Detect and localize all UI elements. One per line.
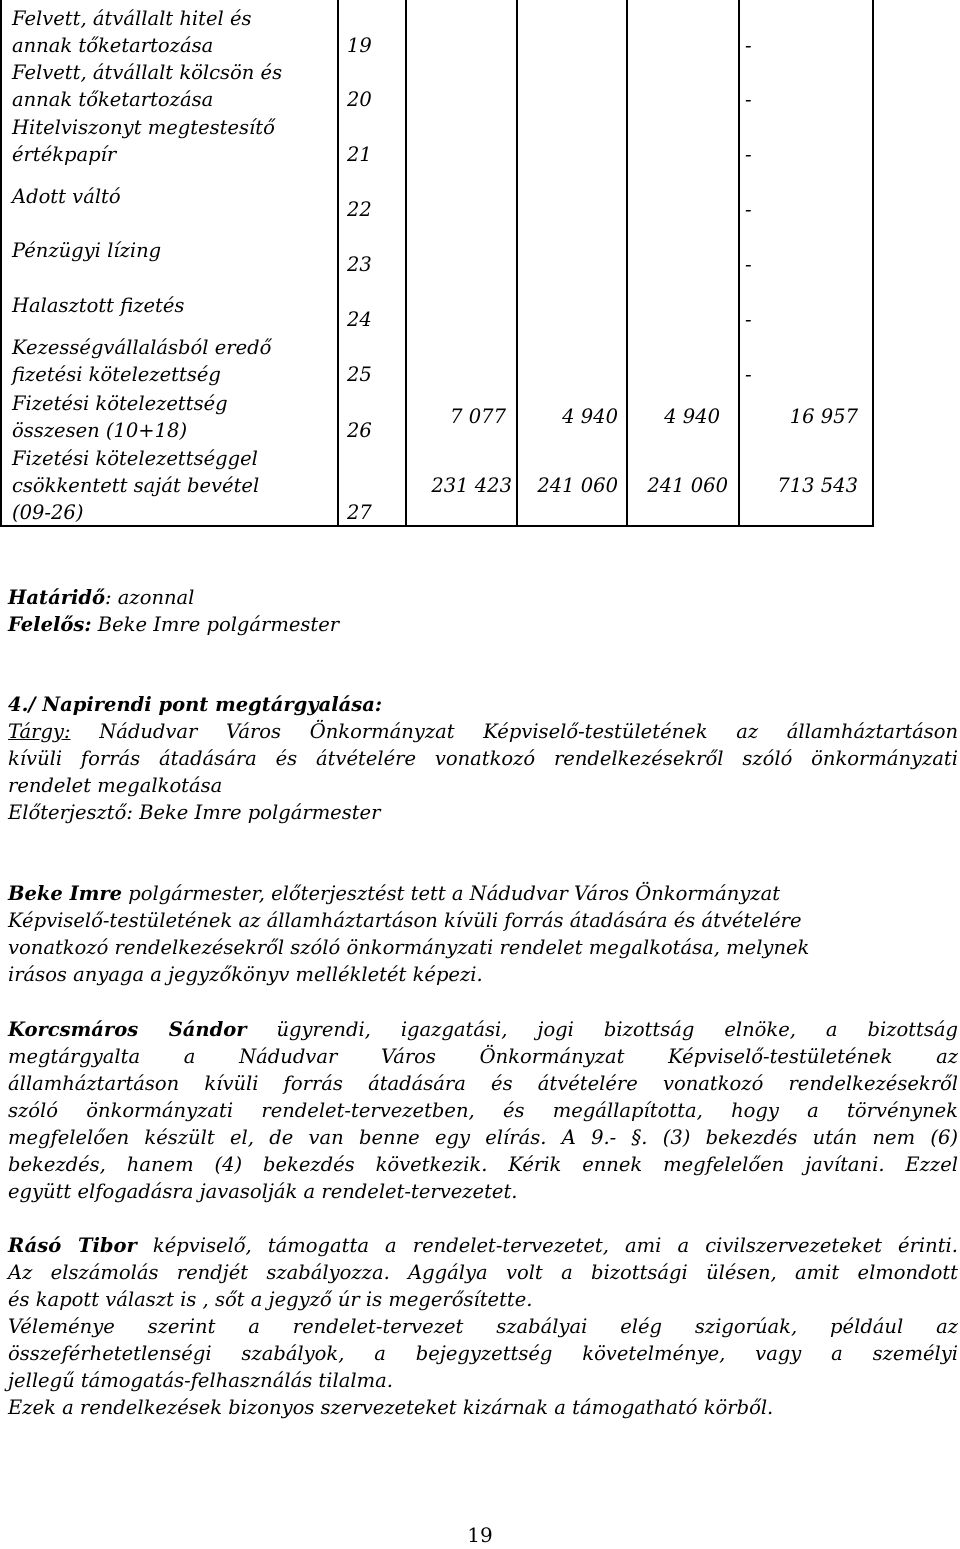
deadline-label: Határidő bbox=[8, 586, 106, 609]
row-label-line: Felvett, átvállalt hitel és bbox=[12, 7, 252, 30]
value-cell: 713 543 bbox=[777, 474, 858, 497]
table-row-label bbox=[12, 334, 342, 388]
speaker-name: Beke Imre bbox=[8, 882, 123, 905]
paragraph-line bbox=[8, 1016, 958, 1043]
financial-table bbox=[0, 0, 874, 527]
row-label-line: Kezességvállalásból eredő bbox=[12, 336, 272, 359]
row-number: 25 bbox=[347, 363, 372, 386]
table-row-label bbox=[12, 59, 342, 113]
row-number: 22 bbox=[347, 198, 372, 221]
subject-label: Tárgy: bbox=[8, 720, 71, 743]
table-border-right bbox=[872, 0, 874, 527]
value-cell: 231 423 bbox=[431, 474, 512, 497]
table-column-divider bbox=[405, 0, 407, 527]
value-cell: 4 940 bbox=[562, 405, 618, 428]
row-dash: - bbox=[745, 198, 752, 221]
row-label-line: Felvett, átvállalt kölcsön és bbox=[12, 61, 283, 84]
paragraph-text: képviselő, támogatta a rendelet-tervezetet, ami a civilszervezeteket érinti. bbox=[136, 1234, 958, 1257]
row-number: 19 bbox=[347, 34, 372, 57]
deadline-block bbox=[8, 584, 339, 638]
agenda-subject-line: rendelet megalkotása bbox=[8, 774, 223, 797]
value-cell: 241 060 bbox=[647, 474, 728, 497]
row-label-line: fizetési kötelezettség bbox=[12, 363, 221, 386]
deadline-value: : azonnal bbox=[105, 586, 195, 609]
paragraph-line: megfelelően készült el, de van benne egy elírás. A 9.- §. (3) bekezdés után nem (6) bbox=[8, 1126, 958, 1149]
row-label-line: annak tőketartozása bbox=[12, 34, 214, 57]
paragraph-text: polgármester, előterjesztést tett a Nádudvar Város Önkormányzat bbox=[122, 882, 781, 905]
row-label-line: Fizetési kötelezettséggel bbox=[12, 447, 258, 470]
paragraph-line: irásos anyaga a jegyzőkönyv mellékletét képezi. bbox=[8, 963, 483, 986]
table-row-label bbox=[12, 445, 342, 526]
table-row-label bbox=[12, 183, 342, 210]
speaker-name: Rásó Tibor bbox=[8, 1234, 137, 1257]
row-dash: - bbox=[745, 34, 752, 57]
presenter-line: Előterjesztő: Beke Imre polgármester bbox=[8, 801, 381, 824]
row-label-line: Halasztott fizetés bbox=[12, 294, 185, 317]
row-dash: - bbox=[745, 253, 752, 276]
row-label-line: annak tőketartozása bbox=[12, 88, 214, 111]
row-dash: - bbox=[745, 143, 752, 166]
paragraph-line bbox=[8, 880, 958, 907]
paragraph-korcsmaros bbox=[8, 1016, 958, 1205]
paragraph-line: Ezek a rendelkezések bizonyos szervezeteket kizárnak a támogatható körből. bbox=[8, 1396, 774, 1419]
table-column-divider bbox=[516, 0, 518, 527]
paragraph-line: és kapott választ is , sőt a jegyző úr is megerősítette. bbox=[8, 1288, 533, 1311]
row-dash: - bbox=[745, 363, 752, 386]
paragraph-line bbox=[8, 1232, 958, 1259]
paragraph-line: vonatkozó rendelkezésekről szóló önkormányzati rendelet megalkotása, melynek bbox=[8, 936, 810, 959]
responsible-label: Felelős: bbox=[8, 613, 92, 636]
value-cell: 241 060 bbox=[537, 474, 618, 497]
table-row-label bbox=[12, 5, 342, 59]
paragraph-beke bbox=[8, 880, 958, 988]
table-row-label bbox=[12, 237, 342, 264]
paragraph-line: Véleménye szerint a rendelet-tervezet szabályai elég szigorúak, például az bbox=[8, 1315, 958, 1338]
row-label-line: (09-26) bbox=[12, 501, 84, 524]
row-number: 21 bbox=[347, 143, 372, 166]
agenda-heading: 4./ Napirendi pont megtárgyalása: bbox=[8, 693, 383, 716]
row-dash: - bbox=[745, 308, 752, 331]
row-label-line: Pénzügyi lízing bbox=[12, 239, 162, 262]
row-label-line: csökkentett saját bevétel bbox=[12, 474, 260, 497]
row-number: 20 bbox=[347, 88, 372, 111]
paragraph-raso bbox=[8, 1232, 958, 1421]
value-cell: 4 940 bbox=[664, 405, 720, 428]
table-row-label bbox=[12, 114, 342, 168]
row-label-line: Fizetési kötelezettség bbox=[12, 392, 228, 415]
paragraph-line: megtárgyalta a Nádudvar Város Önkormányzat Képviselő-testületének az bbox=[8, 1045, 958, 1068]
paragraph-line: együtt elfogadásra javasolják a rendelet-tervezetet. bbox=[8, 1180, 518, 1203]
row-label-line: értékpapír bbox=[12, 143, 117, 166]
responsible-line bbox=[8, 611, 339, 638]
value-cell: 7 077 bbox=[450, 405, 506, 428]
table-border-left bbox=[0, 0, 2, 527]
row-label-line: Hitelviszonyt megtestesítő bbox=[12, 116, 275, 139]
agenda-subject-line: kívüli forrás átadására és átvételére vonatkozó rendelkezésekről szóló önkormányzati bbox=[8, 747, 958, 770]
table-row-label bbox=[12, 292, 342, 319]
page-number: 19 bbox=[467, 1523, 493, 1547]
responsible-value: Beke Imre polgármester bbox=[91, 613, 340, 636]
row-dash: - bbox=[745, 88, 752, 111]
row-number: 24 bbox=[347, 308, 372, 331]
table-column-divider bbox=[738, 0, 740, 527]
paragraph-line: jellegű támogatás-felhasználás tilalma. bbox=[8, 1369, 393, 1392]
agenda-block bbox=[8, 691, 958, 826]
subject-text: Nádudvar Város Önkormányzat Képviselő-testületének az államháztartáson bbox=[70, 720, 958, 743]
row-label-line: összesen (10+18) bbox=[12, 419, 188, 442]
paragraph-line: szóló önkormányzati rendelet-tervezetben, és megállapította, hogy a törvénynek bbox=[8, 1099, 958, 1122]
deadline-line bbox=[8, 584, 339, 611]
paragraph-text: ügyrendi, igazgatási, jogi bizottság elnöke, a bizottság bbox=[246, 1018, 958, 1041]
row-label-line: Adott váltó bbox=[12, 185, 121, 208]
value-cell: 16 957 bbox=[789, 405, 858, 428]
row-number: 23 bbox=[347, 253, 372, 276]
paragraph-line: bekezdés, hanem (4) bekezdés következik. Kérik ennek megfelelően javítani. Ezzel bbox=[8, 1153, 958, 1176]
paragraph-line: Az elszámolás rendjét szabályozza. Aggálya volt a bizottsági ülésen, amit elmondott bbox=[8, 1261, 958, 1284]
speaker-name: Korcsmáros Sándor bbox=[8, 1018, 247, 1041]
row-number: 27 bbox=[347, 501, 372, 524]
paragraph-line: összeférhetetlenségi szabályok, a bejegyzettség követelménye, vagy a személyi bbox=[8, 1342, 958, 1365]
row-number: 26 bbox=[347, 419, 372, 442]
paragraph-line: államháztartáson kívüli forrás átadására és átvételére vonatkozó rendelkezésekről bbox=[8, 1072, 958, 1095]
table-column-divider bbox=[626, 0, 628, 527]
paragraph-line: Képviselő-testületének az államháztartáson kívüli forrás átadására és átvételére bbox=[8, 909, 802, 932]
agenda-subject-line bbox=[8, 718, 958, 745]
table-row-label bbox=[12, 390, 342, 444]
